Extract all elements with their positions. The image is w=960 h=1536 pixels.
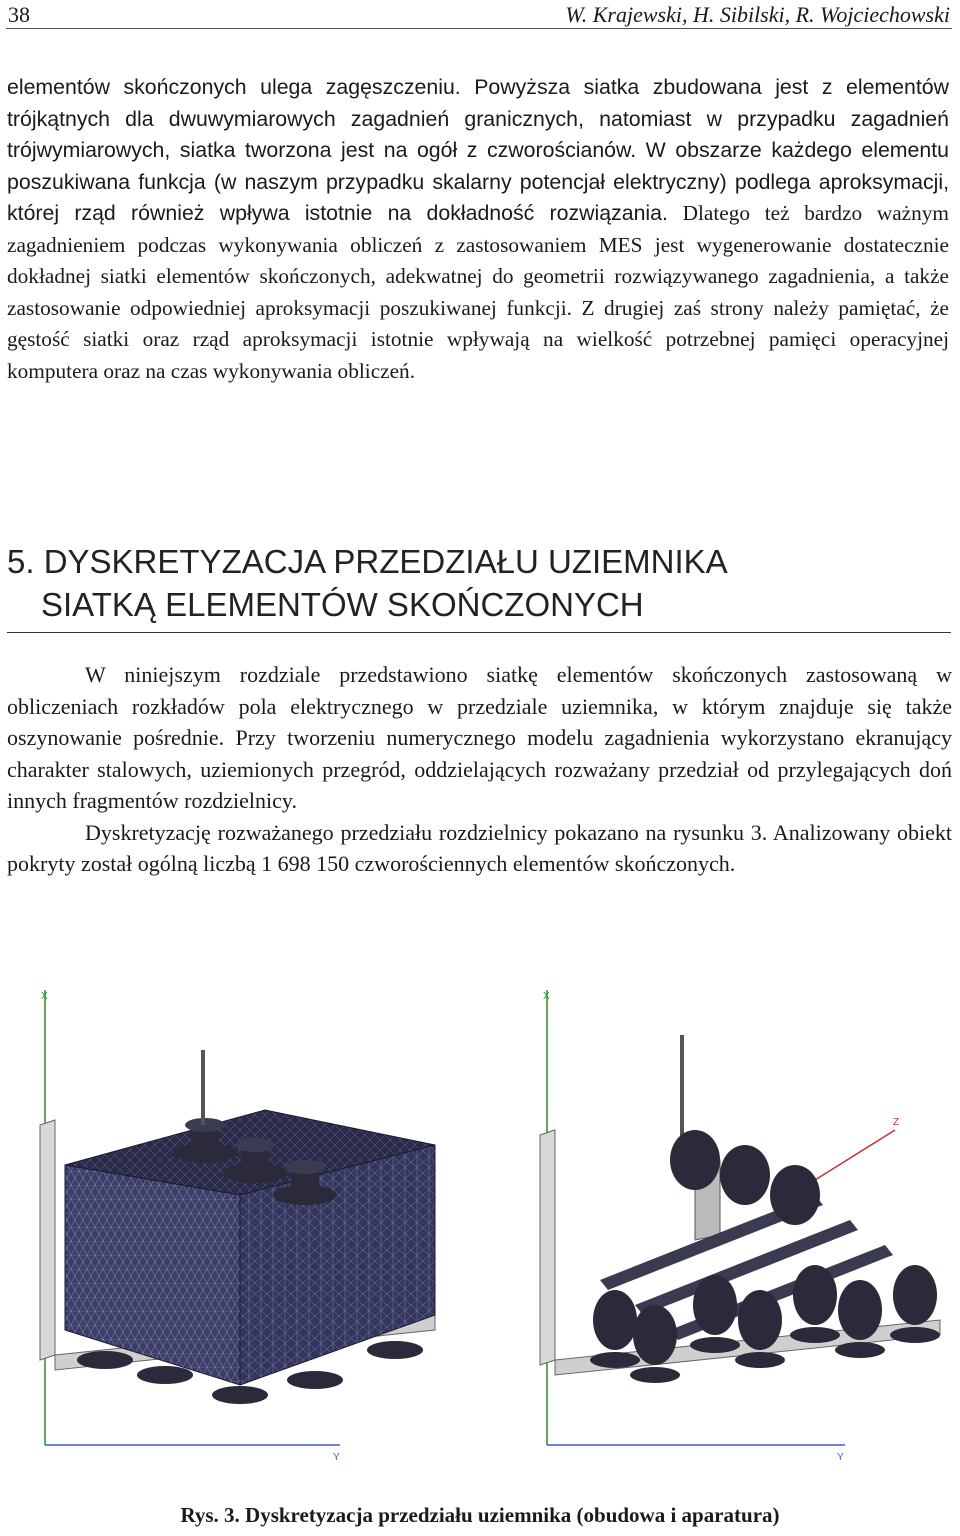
right-side-rail — [540, 1130, 555, 1365]
section-heading — [7, 540, 951, 633]
intro-paragraph-sans-text: elementów skończonych ulega zagęszczeniu. Powyższa siatka zbudowana jest z elementów trójkątnych dla dwuwymiarowych zagadnień granicznych, natomiast w przypadku zagadnień trójwymiarowych, siatka tworzona jest na ogół z czworościanów. W obszarze każdego elementu poszukiwana funkcja (w naszym przypadku skalarny potencjał elektryczny) podlega aproksymacji, której rząd również wpływa istotnie na dokładność rozwiązania. — [7, 75, 949, 225]
left-y-axis-label: Y — [333, 1452, 340, 1463]
figure-caption: Rys. 3. Dyskretyzacja przedziału uziemnika (obudowa i aparatura) — [180, 1503, 780, 1527]
right-x-axis-label: X — [543, 991, 550, 1002]
right-z-axis-label: Z — [893, 1117, 900, 1128]
intro-paragraph — [7, 72, 949, 387]
section-heading-line2: SIATKĄ ELEMENTÓW SKOŃCZONYCH — [41, 586, 644, 623]
left-side-rail — [40, 1120, 55, 1360]
section-heading-line1: 5. DYSKRETYZACJA PRZEDZIAŁU UZIEMNIKA — [7, 543, 728, 580]
left-x-axis-label: X — [41, 991, 48, 1002]
running-head-authors: W. Krajewski, H. Sibilski, R. Wojciechowski — [565, 2, 950, 27]
running-header — [6, 0, 952, 29]
intro-paragraph-serif-text: Dlatego też bardzo ważnym zagadnieniem podczas wykonywania obliczeń z zastosowaniem MES jest wygenerowanie dostatecznie dokładnej siatki elementów skończonych, adekwatnej do geometrii rozwiązywanego zagadnienia, a także zastosowanie odpowiedniej aproksymacji poszukiwanej funkcji. Z drugiej zaś strony należy pamiętać, że gęstość siatki oraz rząd aproksymacji istotnie wpływają na wielkość potrzebnej pamięci operacyjnej komputera oraz na czas wykonywania obliczeń. — [7, 201, 949, 383]
right-figure-apparatus-mesh — [540, 990, 940, 1463]
left-figure-enclosure-mesh — [40, 990, 435, 1463]
figure-mesh-renderings — [15, 975, 950, 1485]
right-y-axis-label: Y — [837, 1452, 844, 1463]
body-paragraph-1: W niniejszym rozdziale przedstawiono siatkę elementów skończonych zastosowaną w obliczeniach rozkładów pola elektrycznego w przedziale uziemnika, w którym znajduje się także oszynowanie pośrednie. Przy tworzeniu numerycznego modelu zagadnienia wykorzystano ekranujący charakter stalowych, uziemionych przegród, oddzielających rozważany przedział od przylegających doń innych fragmentów rozdzielnicy. — [7, 662, 952, 813]
upper-insulators — [670, 1130, 820, 1225]
page-number: 38 — [8, 2, 30, 27]
insulator-top-1 — [173, 1050, 237, 1163]
section-body — [7, 659, 952, 880]
body-paragraph-2: Dyskretyzację rozważanego przedziału rozdzielnicy pokazano na rysunku 3. Analizowany obiekt pokryty został ogólną liczbą 1 698 150 czworościennych elementów skończonych. — [7, 819, 952, 876]
